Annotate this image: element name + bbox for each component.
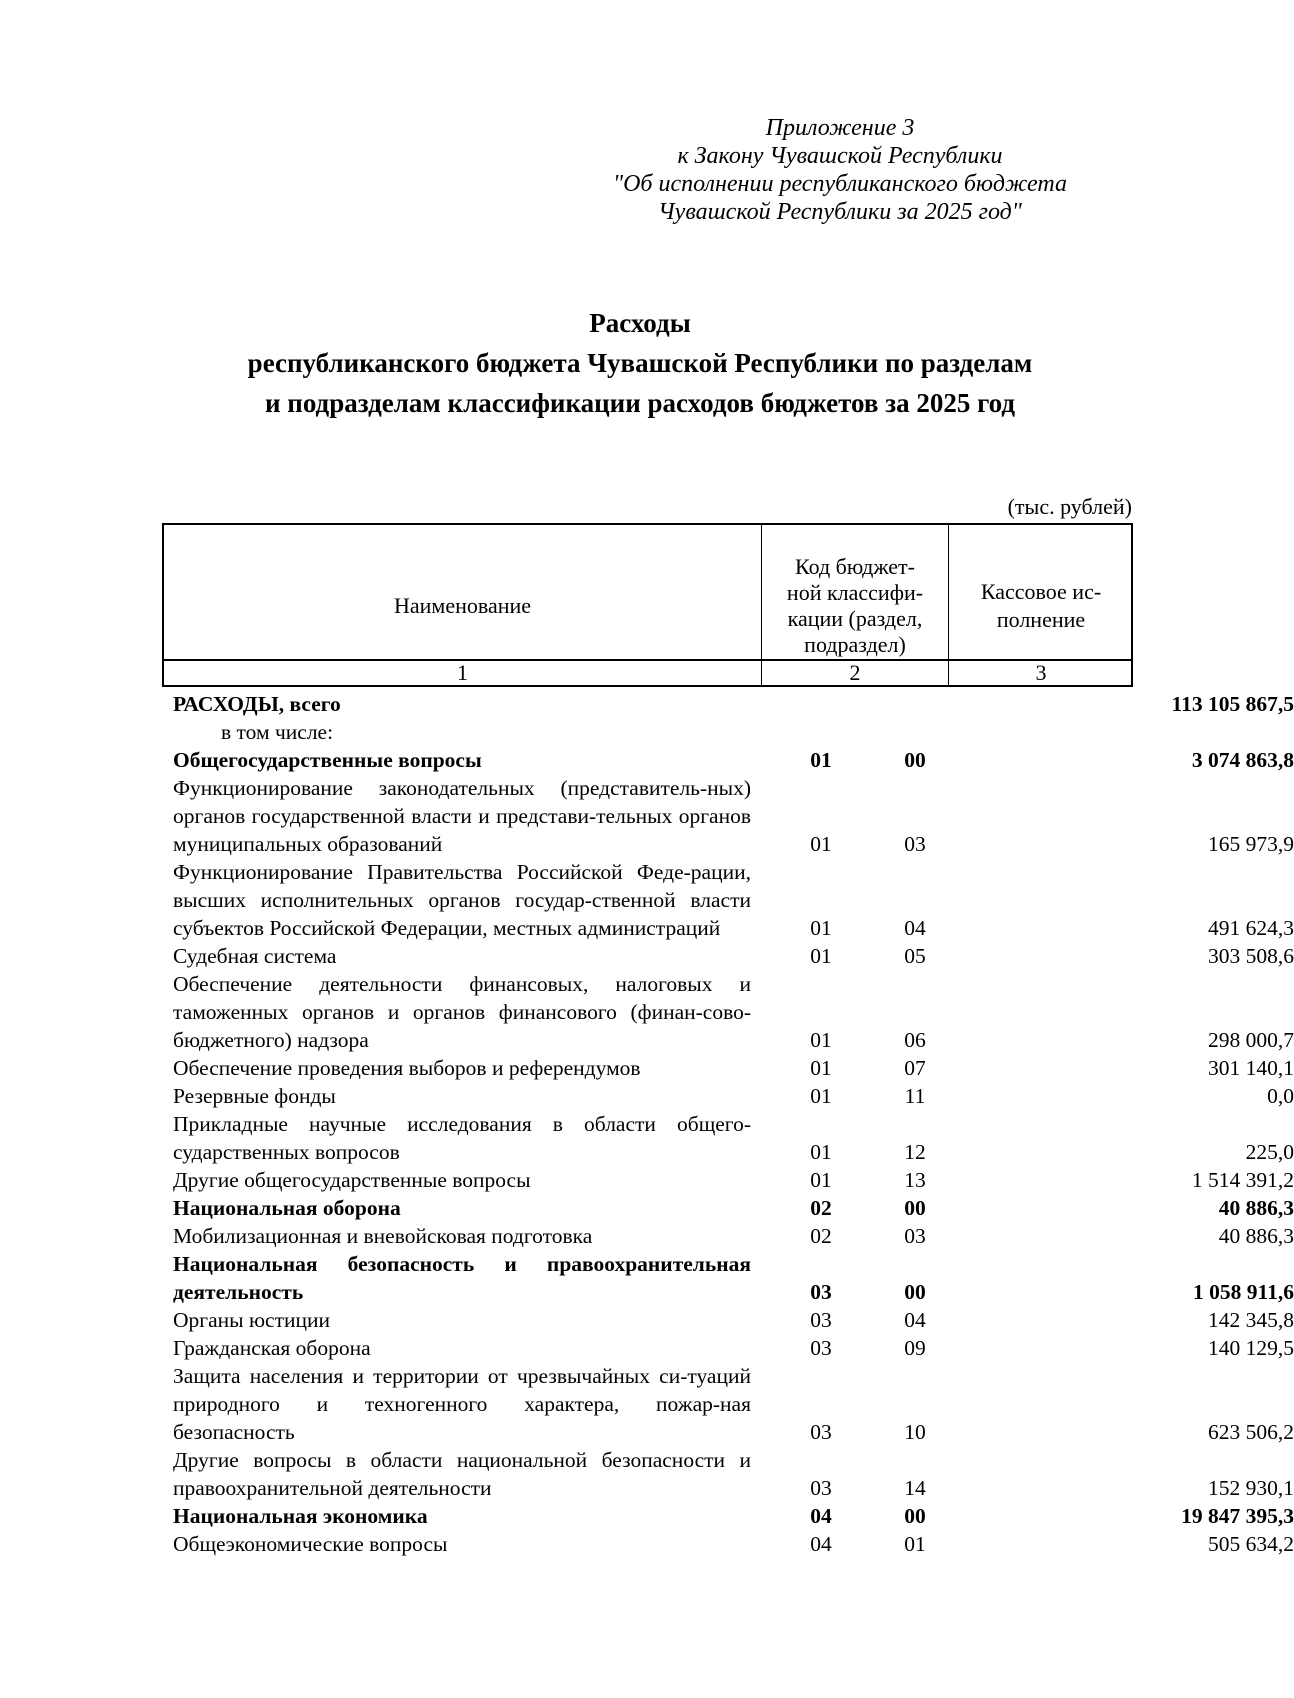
row-value: 165 973,9: [1208, 832, 1294, 856]
row-name: Мобилизационная и вневойсковая подготовка: [173, 1224, 593, 1248]
table-row: [173, 1194, 1294, 1222]
table-row: [173, 970, 1294, 1054]
appendix-note: [560, 114, 1120, 226]
row-subsection: 14: [904, 1476, 926, 1500]
row-subsection: 11: [904, 1084, 926, 1108]
table-row: [173, 858, 1294, 942]
row-section: 03: [810, 1280, 832, 1304]
row-subsection: 01: [904, 1532, 926, 1556]
row-subsection: 04: [904, 1308, 926, 1332]
table-row: [173, 1222, 1294, 1250]
row-value: 491 624,3: [1208, 916, 1294, 940]
row-subsection: 04: [904, 916, 926, 940]
row-value: 152 930,1: [1208, 1476, 1294, 1500]
row-section: 01: [810, 1056, 832, 1080]
row-subsection: 07: [904, 1056, 926, 1080]
row-name: Органы юстиции: [173, 1308, 330, 1332]
row-section: 03: [810, 1420, 832, 1444]
appendix-line: Чувашской Республики за 2025 год": [658, 199, 1022, 225]
column-number: 2: [762, 661, 949, 685]
row-value: 505 634,2: [1208, 1532, 1294, 1556]
table-body: [173, 690, 1294, 1558]
row-name: Защита населения и территории от чрезвычайных си-туаций природного и техногенного характера, пожар-ная безопасность: [173, 1364, 751, 1444]
row-name: Судебная система: [173, 944, 337, 968]
appendix-line: "Об исполнении республиканского бюджета: [612, 171, 1067, 197]
table-row: [173, 1110, 1294, 1166]
table-row: [173, 1362, 1294, 1446]
row-section: 03: [810, 1308, 832, 1332]
row-section: 01: [810, 748, 832, 772]
row-name: Прикладные научные исследования в области общего-сударственных вопросов: [173, 1112, 751, 1164]
row-name: Гражданская оборона: [173, 1336, 371, 1360]
row-name: Национальная безопасность и правоохранительная деятельность: [173, 1252, 751, 1304]
table-row: [173, 1502, 1294, 1530]
row-value: 1 514 391,2: [1191, 1168, 1294, 1192]
row-section: 01: [810, 944, 832, 968]
table-row: [173, 1334, 1294, 1362]
row-value: 3 074 863,8: [1191, 748, 1294, 772]
row-name: Другие общегосударственные вопросы: [173, 1168, 531, 1192]
row-subsection: 00: [904, 748, 926, 772]
row-section: 04: [810, 1504, 832, 1528]
table-row: [173, 1054, 1294, 1082]
row-subsection: 05: [904, 944, 926, 968]
table-row: [173, 1530, 1294, 1558]
table-row: [173, 1250, 1294, 1306]
header-name-label: Наименование: [393, 592, 532, 618]
title-line: республиканского бюджета Чувашской Республики по разделам: [247, 348, 1033, 378]
appendix-line: к Закону Чувашской Республики: [677, 143, 1003, 169]
row-value: 298 000,7: [1208, 1028, 1294, 1052]
title-line: Расходы: [589, 308, 691, 338]
row-name: Функционирование законодательных (представитель-ных) органов государственной власти и представи-тельных органов муниципальных образований: [173, 776, 751, 856]
row-section: 04: [810, 1532, 832, 1556]
row-name: Другие вопросы в области национальной безопасности и правоохранительной деятельности: [173, 1448, 751, 1500]
row-section: 02: [810, 1196, 832, 1220]
row-section: 01: [810, 832, 832, 856]
header-execution-label: Кассовое ис-полнение: [980, 578, 1102, 632]
row-name: Обеспечение проведения выборов и референдумов: [173, 1056, 641, 1080]
row-name: Обеспечение деятельности финансовых, налоговых и таможенных органов и органов финансового (финан-сово-бюджетного) надзора: [173, 972, 751, 1052]
row-subsection: 10: [904, 1420, 926, 1444]
column-number: 1: [164, 661, 762, 685]
header-code-label: Код бюджет-ной классифи-кации (раздел, подраздел): [786, 553, 924, 657]
row-section: 03: [810, 1336, 832, 1360]
row-name: Национальная оборона: [173, 1196, 401, 1220]
row-subsection: 00: [904, 1504, 926, 1528]
row-name: Резервные фонды: [173, 1084, 336, 1108]
table-row: [173, 1306, 1294, 1334]
row-name: в том числе:: [221, 720, 334, 744]
row-name: Общегосударственные вопросы: [173, 748, 482, 772]
row-section: 01: [810, 1028, 832, 1052]
column-number-row: [162, 659, 1133, 687]
row-subsection: 09: [904, 1336, 926, 1360]
row-subsection: 00: [904, 1196, 926, 1220]
row-value: 1 058 911,6: [1193, 1280, 1294, 1304]
row-value: 301 140,1: [1208, 1056, 1294, 1080]
row-section: 01: [810, 916, 832, 940]
appendix-line: Приложение 3: [765, 115, 915, 141]
title-line: и подразделам классификации расходов бюджетов за 2025 год: [264, 388, 1016, 418]
row-value: 19 847 395,3: [1181, 1504, 1294, 1528]
row-section: 01: [810, 1140, 832, 1164]
row-value: 140 129,5: [1208, 1336, 1294, 1360]
table-row: [173, 690, 1294, 718]
row-name: РАСХОДЫ, всего: [173, 692, 341, 716]
table-row: [173, 774, 1294, 858]
row-name: Общеэкономические вопросы: [173, 1532, 448, 1556]
row-subsection: 03: [904, 832, 926, 856]
row-subsection: 13: [904, 1168, 926, 1192]
row-section: 02: [810, 1224, 832, 1248]
table-row: [173, 1166, 1294, 1194]
row-subsection: 12: [904, 1140, 926, 1164]
row-value: 40 886,3: [1218, 1196, 1294, 1220]
row-value: 113 105 867,5: [1171, 692, 1294, 716]
row-section: 01: [810, 1168, 832, 1192]
row-value: 623 506,2: [1208, 1420, 1294, 1444]
row-section: 01: [810, 1084, 832, 1108]
column-number: 3: [1035, 660, 1047, 685]
row-name: Национальная экономика: [173, 1504, 428, 1528]
row-subsection: 06: [904, 1028, 926, 1052]
table-row: [173, 746, 1294, 774]
row-value: 225,0: [1245, 1140, 1294, 1164]
row-value: 0,0: [1267, 1084, 1294, 1108]
table-row: [173, 718, 1133, 746]
row-value: 303 508,6: [1208, 944, 1294, 968]
row-subsection: 00: [904, 1280, 926, 1304]
row-name: Функционирование Правительства Российской Феде-рации, высших исполнительных органов государ-ственной власти субъектов Российской Федерации, местных администраций: [173, 860, 751, 940]
table-row: [173, 1082, 1294, 1110]
table-row: [173, 1446, 1294, 1502]
row-value: 142 345,8: [1208, 1308, 1294, 1332]
row-section: 03: [810, 1476, 832, 1500]
units-label: (тыс. рублей): [1007, 494, 1132, 519]
document-title: [140, 303, 1140, 423]
row-value: 40 886,3: [1218, 1224, 1294, 1248]
table-row: [173, 942, 1294, 970]
row-subsection: 03: [904, 1224, 926, 1248]
